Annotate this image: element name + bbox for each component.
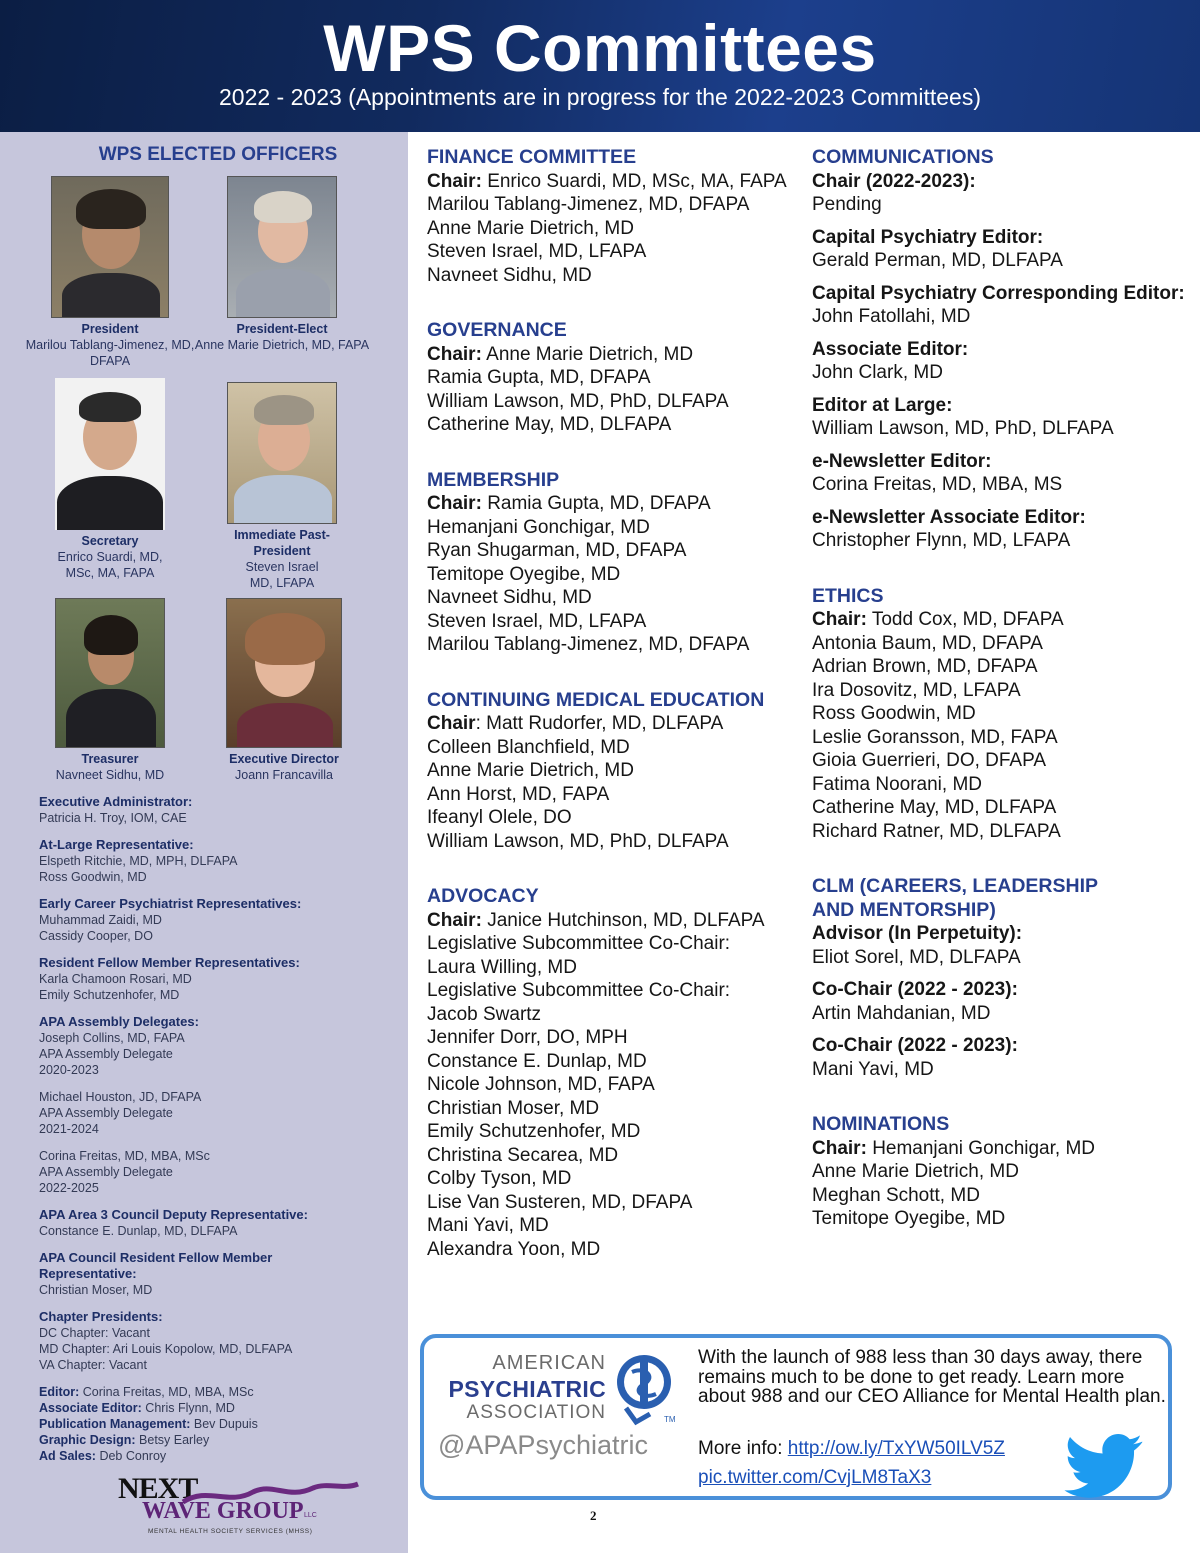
roster-label: APA Assembly Delegates: [39,1014,199,1029]
role-block [812,978,1192,1025]
roster-group [39,1250,399,1298]
twitter-pic-link[interactable]: pic.twitter.com/CvjLM8TaX3 [698,1467,932,1488]
role-value: Eliot Sorel, MD, DLFAPA [812,946,1021,968]
page-header [0,0,1200,132]
logo-suffix: LLC [304,1512,317,1519]
role-block [812,922,1192,969]
staff-label: Associate Editor: [39,1401,142,1415]
roster-line: Joseph Collins, MD, FAPA [39,1031,185,1045]
member: Alexandra Yoon, MD [427,1238,601,1260]
committee-finance [427,146,797,287]
officer-president-elect [187,176,377,353]
roster-line: Elspeth Ritchie, MD, MPH, DLFAPA [39,854,238,868]
chair-label: Chair: [812,1137,867,1159]
member: Nicole Johnson, MD, FAPA [427,1074,655,1095]
page-title: WPS Committees [323,11,877,85]
member: Antonia Baum, MD, DFAPA [812,632,1043,654]
member: Anne Marie Dietrich, MD [427,760,634,781]
committee-communications [812,146,1192,553]
staff-value: Corina Freitas, MD, MBA, MSc [82,1385,254,1399]
member: Colby Tyson, MD [427,1168,572,1189]
roster-line: Christian Moser, MD [39,1283,153,1297]
roster-group [39,1089,399,1137]
role-block [812,282,1192,329]
apa-seal-icon [616,1350,678,1432]
pic-link-line [698,1463,1005,1492]
member: Adrian Brown, MD, DFAPA [812,656,1038,677]
member: Lise Van Susteren, MD, DFAPA [427,1191,693,1213]
roster-group [39,1014,399,1078]
more-info-label: More info: [698,1438,788,1459]
roster-line: VA Chapter: Vacant [39,1358,147,1372]
member: Mani Yavi, MD [427,1215,549,1236]
member: William Lawson, MD, PhD, DLFAPA [427,830,729,852]
role-value: Pending [812,194,882,215]
next-wave-group-logo [118,1472,318,1544]
member: Marilou Tablang-Jimenez, MD, DFAPA [427,634,750,655]
member: Laura Willing, MD [427,956,577,978]
member: Jennifer Dorr, DO, MPH [427,1027,628,1048]
role-value: Corina Freitas, MD, MBA, MS [812,474,1063,495]
role-label: Chair (2022-2023): [812,170,976,192]
role-label: Co-Chair (2022 - 2023): [812,979,1018,1000]
member: Richard Ratner, MD, DLFAPA [812,820,1061,842]
roster-line: APA Assembly Delegate [39,1165,173,1179]
member: Meghan Schott, MD [812,1184,980,1206]
committee-title: FINANCE COMMITTEE [427,146,637,168]
committee-chair [427,712,797,736]
member: Christian Moser, MD [427,1097,600,1119]
committee-chair [427,343,797,367]
member: Navneet Sidhu, MD [427,264,592,286]
chair-name: Ramia Gupta, MD, DFAPA [487,493,711,514]
staff-value: Bev Dupuis [193,1417,258,1431]
officer-president [15,176,205,369]
member: Anne Marie Dietrich, MD [427,217,634,239]
tweet-links [698,1434,1005,1492]
staff-line [39,1416,399,1432]
staff-label: Ad Sales: [39,1449,96,1463]
officer-photo [227,176,337,318]
committee-title: GOVERNANCE [427,319,567,341]
member: Temitope Oyegibe, MD [812,1208,1006,1229]
role-label: e-Newsletter Associate Editor: [812,506,1086,528]
committee-title: NOMINATIONS [812,1113,950,1135]
role-value: Mani Yavi, MD [812,1058,934,1080]
committees-column-2 [812,146,1192,1263]
twitter-bird-icon [1060,1434,1148,1500]
committee-advocacy [427,885,797,1261]
chair-name: Enrico Suardi, MD, MSc, MA, FAPA [487,170,787,192]
officer-name: Joann Francavilla [235,768,333,782]
member: Legislative Subcommittee Co-Chair: [427,980,731,1001]
member: Leslie Goransson, MD, FAPA [812,726,1058,748]
member: Steven Israel, MD, LFAPA [427,241,647,262]
svg-text:TM: TM [664,1415,676,1424]
staff-line [39,1432,399,1448]
chair-name: Anne Marie Dietrich, MD [486,343,694,365]
role-label: Editor at Large: [812,394,953,416]
officer-role: President [81,322,139,336]
officer-role: Treasurer [81,752,139,766]
apa-logo-line1: AMERICAN [492,1352,606,1374]
role-value: John Fatollahi, MD [812,306,971,327]
roster-line: 2022-2025 [39,1181,99,1195]
committee-nominations [812,1113,1192,1231]
role-label: Advisor (In Perpetuity): [812,923,1023,944]
chair-name: Hemanjani Gonchigar, MD [872,1137,1096,1159]
roster-line: MD Chapter: Ari Louis Kopolow, MD, DLFAPA [39,1342,293,1356]
staff-line [39,1384,399,1400]
roster-line: Emily Schutzenhofer, MD [39,988,180,1002]
officer-role: Immediate Past-President [234,528,330,558]
roster-line: 2020-2023 [39,1063,99,1077]
chair-name: Janice Hutchinson, MD, DLFAPA [487,909,765,931]
officer-name: Steven Israel MD, LFAPA [245,560,319,590]
officer-immediate-past-president [187,382,377,591]
page-number: 2 [590,1508,597,1523]
roster-line: Michael Houston, JD, DFAPA [39,1090,202,1104]
roster-line: Constance E. Dunlap, MD, DLFAPA [39,1224,238,1238]
committees-column-1 [427,146,797,1293]
role-label: Capital Psychiatry Editor: [812,226,1044,248]
member: Ann Horst, MD, FAPA [427,783,610,805]
role-value: Gerald Perman, MD, DLFAPA [812,250,1063,271]
officer-photo [226,598,342,748]
roster-label: At-Large Representative: [39,837,194,852]
officer-photo [227,382,337,524]
sidebar-roster [39,794,399,1464]
staff-label: Graphic Design: [39,1433,136,1447]
officer-photo [51,176,169,318]
committee-title: COMMUNICATIONS [812,146,994,168]
sidebar [0,132,408,1553]
officer-executive-director [189,598,379,783]
member: Gioia Guerrieri, DO, DFAPA [812,750,1047,771]
officer-secretary [15,378,205,581]
member: Fatima Noorani, MD [812,773,982,795]
roster-line: Cassidy Cooper, DO [39,929,153,943]
member: Ryan Shugarman, MD, DFAPA [427,540,687,561]
roster-group [39,794,399,826]
member: Catherine May, MD, DLFAPA [427,414,672,435]
member: Jacob Swartz [427,1003,542,1025]
member: Anne Marie Dietrich, MD [812,1161,1019,1182]
chair-label: Chair: [812,609,867,630]
member: Hemanjani Gonchigar, MD [427,516,650,538]
roster-line: Patricia H. Troy, IOM, CAE [39,811,187,825]
role-block [812,1034,1192,1081]
member: Temitope Oyegibe, MD [427,563,621,585]
logo-text-top: NEXT [118,1472,198,1505]
member: Colleen Blanchfield, MD [427,736,630,758]
member: Ifeanyl Olele, DO [427,807,572,828]
member: Emily Schutzenhofer, MD [427,1121,641,1142]
roster-line: 2021-2024 [39,1122,99,1136]
staff-label: Publication Management: [39,1417,191,1431]
committee-title: CONTINUING MEDICAL EDUCATION [427,688,765,711]
roster-line: APA Assembly Delegate [39,1047,173,1061]
roster-label: Resident Fellow Member Representatives: [39,955,300,970]
roster-line: Karla Chamoon Rosari, MD [39,972,192,986]
member: Constance E. Dunlap, MD [427,1050,647,1072]
roster-line: Ross Goodwin, MD [39,870,147,884]
officer-name: Navneet Sidhu, MD [55,768,165,782]
role-value: Artin Mahdanian, MD [812,1002,991,1024]
chair-label: Chair: [427,170,482,192]
role-block [812,506,1192,553]
chair-name: Todd Cox, MD, DFAPA [871,609,1064,630]
apa-logo-line3: ASSOCIATION [466,1402,606,1423]
officer-photo [55,598,165,748]
member: Steven Israel, MD, LFAPA [427,610,647,632]
roster-line: Corina Freitas, MD, MBA, MSc [39,1149,210,1163]
committee-ethics [812,585,1192,844]
role-block [812,394,1192,441]
member: Ramia Gupta, MD, DFAPA [427,367,651,388]
role-block [812,450,1192,497]
officer-treasurer [15,598,205,783]
roster-line: Muhammad Zaidi, MD [39,913,162,927]
tweet-message: With the launch of 988 less than 30 days away, there remains much to be done to get ready. Learn more about 988 and our CEO Alliance for Mental Health plan. [698,1347,1166,1407]
officer-role: President-Elect [236,322,328,336]
committee-clm [812,875,1192,1081]
committee-chair [427,170,797,194]
role-value: William Lawson, MD, PhD, DLFAPA [812,418,1114,439]
roster-group [39,955,399,1003]
sidebar-title: WPS ELECTED OFFICERS [98,144,338,165]
committee-chair [427,492,797,516]
roster-label: Chapter Presidents: [39,1309,163,1324]
committee-cme [427,689,797,854]
member: Legislative Subcommittee Co-Chair: [427,933,731,954]
chair-name: : Matt Rudorfer, MD, DLFAPA [475,713,724,734]
roster-line: APA Assembly Delegate [39,1106,173,1120]
committee-governance [427,319,797,437]
committee-title: ADVOCACY [427,885,539,907]
role-block [812,170,1192,217]
role-value: Christopher Flynn, MD, LFAPA [812,530,1071,551]
member: Ira Dosovitz, MD, LFAPA [812,679,1021,701]
roster-group [39,1207,399,1239]
role-label: e-Newsletter Editor: [812,450,992,472]
role-block [812,226,1192,273]
officer-name: Enrico Suardi, MD, MSc, MA, FAPA [57,550,163,580]
officer-role: Secretary [81,534,139,548]
role-block [812,338,1192,385]
member: Marilou Tablang-Jimenez, MD, DFAPA [427,194,750,215]
chair-label: Chair [427,713,476,734]
committee-chair [427,909,797,933]
member: Ross Goodwin, MD [812,703,976,724]
page-subtitle: 2022 - 2023 (Appointments are in progress for the 2022-2023 Committees) [219,84,981,110]
staff-line [39,1448,399,1464]
officer-name: Anne Marie Dietrich, MD, FAPA [194,338,370,352]
role-value: John Clark, MD [812,362,943,383]
committee-title: MEMBERSHIP [427,468,560,491]
committee-title: ETHICS [812,584,884,607]
committee-title: CLM (CAREERS, LEADERSHIP AND MENTORSHIP) [812,875,1098,921]
staff-value: Betsy Earley [139,1433,210,1447]
more-info-link[interactable]: http://ow.ly/TxYW50ILV5Z [787,1438,1005,1459]
role-label: Associate Editor: [812,338,969,360]
staff-label: Editor: [39,1385,80,1399]
member: Navneet Sidhu, MD [427,587,592,608]
chair-label: Chair: [427,493,482,514]
logo-tagline: MENTAL HEALTH SOCIETY SERVICES (MHSS) [148,1528,313,1535]
staff-credits [39,1384,399,1464]
staff-line [39,1400,399,1416]
role-label: Capital Psychiatry Corresponding Editor: [812,282,1185,304]
roster-label: APA Area 3 Council Deputy Representative: [39,1207,308,1222]
officer-photo [55,378,165,530]
roster-group [39,896,399,944]
member: Catherine May, MD, DLFAPA [812,797,1057,818]
staff-value: Chris Flynn, MD [145,1401,235,1415]
committee-membership [427,469,797,657]
more-info-line [698,1434,1005,1463]
roster-line: DC Chapter: Vacant [39,1326,150,1340]
committee-chair [812,1137,1192,1161]
roster-group [39,1309,399,1373]
role-label: Co-Chair (2022 - 2023): [812,1035,1018,1056]
apa-tweet-box [420,1334,1172,1500]
chair-label: Chair: [427,343,482,365]
roster-label: APA Council Resident Fellow Member Representative: [39,1250,273,1281]
officer-role: Executive Director [229,752,339,766]
apa-twitter-handle[interactable]: @APAPsychiatric [438,1430,648,1460]
chair-label: Chair: [427,909,482,931]
apa-logo-line2: PSYCHIATRIC [448,1376,606,1402]
roster-group [39,837,399,885]
staff-value: Deb Conroy [99,1449,167,1463]
member: Christina Secarea, MD [427,1144,619,1166]
roster-label: Executive Administrator: [39,794,193,809]
roster-group [39,1148,399,1196]
committee-chair [812,608,1192,632]
member: William Lawson, MD, PhD, DLFAPA [427,390,729,412]
roster-label: Early Career Psychiatrist Representatives: [39,896,302,911]
logo-text-main: WAVE GROUP [142,1498,304,1524]
officer-name: Marilou Tablang-Jimenez, MD, DFAPA [25,338,195,368]
